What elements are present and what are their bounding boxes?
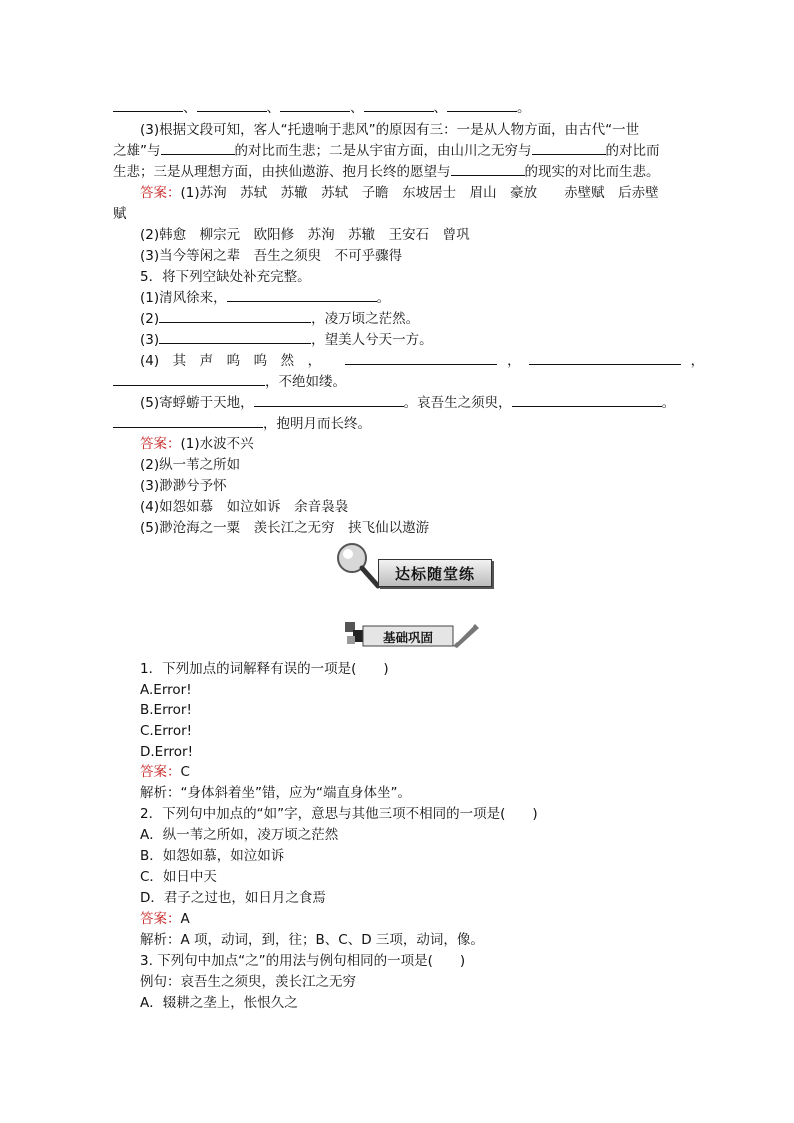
p2-question: 2．下列句中加点的“如”字，意思与其他三项不相同的一项是( ) bbox=[140, 806, 538, 822]
q5-item2: (2) ，凌万顷之茫然。 bbox=[140, 311, 420, 327]
answer-label: 答案： bbox=[140, 911, 181, 927]
blank bbox=[113, 373, 265, 386]
blank bbox=[512, 394, 662, 407]
answer-2: (2)韩愈 柳宗元 欧阳修 苏洵 苏辙 王安石 曾巩 bbox=[140, 227, 470, 243]
q5-item3: (3) ，望美人兮天一方。 bbox=[140, 332, 433, 348]
p1-option-b: B.Error! bbox=[140, 702, 192, 718]
blank bbox=[113, 99, 183, 112]
p3-option-a: A．辍耕之垄上，怅恨久之 bbox=[140, 995, 298, 1011]
p3-question: 3. 下列句中加点“之”的用法与例句相同的一项是( ) bbox=[140, 953, 466, 969]
blank bbox=[345, 352, 497, 365]
q3-line3: 生悲；三是从理想方面，由挟仙遨游、抱月长终的愿望与 的现实的对比而生悲。 bbox=[113, 164, 660, 180]
answer-5-2: (2)纵一苇之所如 bbox=[140, 457, 241, 473]
blank bbox=[254, 394, 404, 407]
question-5: 5．将下列空缺处补充完整。 bbox=[140, 269, 311, 285]
p1-option-a: A.Error! bbox=[140, 682, 192, 698]
answer-label: 答案： bbox=[140, 764, 181, 780]
p1-option-d: D.Error! bbox=[140, 744, 194, 760]
blank bbox=[529, 352, 681, 365]
q5-item5: (5)寄蜉蝣于天地， 。哀吾生之须臾， 。 bbox=[140, 395, 676, 411]
blank bbox=[227, 289, 377, 302]
blank bbox=[197, 99, 267, 112]
answer-5-3: (3)渺渺兮予怀 bbox=[140, 478, 227, 494]
p2-option-c: C．如日中天 bbox=[140, 869, 217, 885]
banner-title: 达标随堂练 bbox=[394, 565, 475, 583]
answer-1-wrap: 赋 bbox=[113, 206, 127, 222]
blank bbox=[451, 163, 525, 176]
blank bbox=[532, 142, 606, 155]
p2-option-a: A．纵一苇之所如，凌万顷之茫然 bbox=[140, 827, 339, 843]
p1-question: 1．下列加点的词解释有误的一项是( ) bbox=[140, 661, 389, 677]
answer-5-1: 答案：(1)水波不兴 bbox=[140, 436, 254, 452]
p2-explanation: 解析：A 项，动词，到，往；B、C、D 三项，动词，像。 bbox=[140, 932, 484, 948]
q5-item4-wrap: ，不绝如缕。 bbox=[113, 372, 346, 392]
blank bbox=[280, 99, 350, 112]
answer-3: (3)当今等闲之辈 吾生之须臾 不可乎骤得 bbox=[140, 248, 403, 264]
q3-line1: (3)根据文段可知，客人“托遗响于悲风”的原因有三：一是从人物方面，由古代“一世 bbox=[140, 122, 640, 138]
answer-5-4: (4)如怨如慕 如泣如诉 余音袅袅 bbox=[140, 499, 349, 515]
q5-item4: (4) 其 声 呜 呜 然 ， ， ， bbox=[140, 353, 705, 369]
section-banner bbox=[330, 538, 492, 590]
answer-label: 答案： bbox=[140, 185, 181, 201]
q3-line2: 之雄”与 的对比而生悲；二是从宇宙方面，由山川之无穷与 的对比而 bbox=[113, 143, 660, 159]
answer-1: 答案：(1)苏洵 苏轼 苏辙 苏轼 子瞻 东坡居士 眉山 豪放 赤壁赋 后赤壁 bbox=[140, 185, 659, 201]
blank bbox=[161, 142, 235, 155]
p3-example: 例句：哀吾生之须臾，羡长江之无穷 bbox=[140, 974, 356, 990]
q5-item1: (1)清风徐来， 。 bbox=[140, 290, 391, 306]
blank bbox=[159, 331, 311, 344]
p1-explanation: 解析：“身体斜着坐”错，应为“端直身体坐”。 bbox=[140, 785, 411, 801]
p2-option-d: D．君子之过也，如日月之食焉 bbox=[140, 890, 326, 906]
answer-label: 答案： bbox=[140, 436, 181, 452]
q5-item5-wrap: ，抱明月而长终。 bbox=[113, 414, 371, 434]
blank bbox=[447, 99, 517, 112]
p2-answer: 答案：A bbox=[140, 911, 190, 927]
sub-banner-title: 基础巩固 bbox=[383, 630, 434, 645]
blank bbox=[364, 99, 434, 112]
sub-banner bbox=[345, 622, 479, 650]
answer-5-5: (5)渺沧海之一粟 羡长江之无穷 挟飞仙以遨游 bbox=[140, 520, 430, 536]
p1-option-c: C.Error! bbox=[140, 723, 193, 739]
blank-line-1: 、 、 、 、 。 bbox=[113, 98, 531, 118]
p2-option-b: B．如怨如慕，如泣如诉 bbox=[140, 848, 285, 864]
blank bbox=[159, 310, 311, 323]
p1-answer: 答案：C bbox=[140, 764, 190, 780]
blank bbox=[113, 415, 263, 428]
